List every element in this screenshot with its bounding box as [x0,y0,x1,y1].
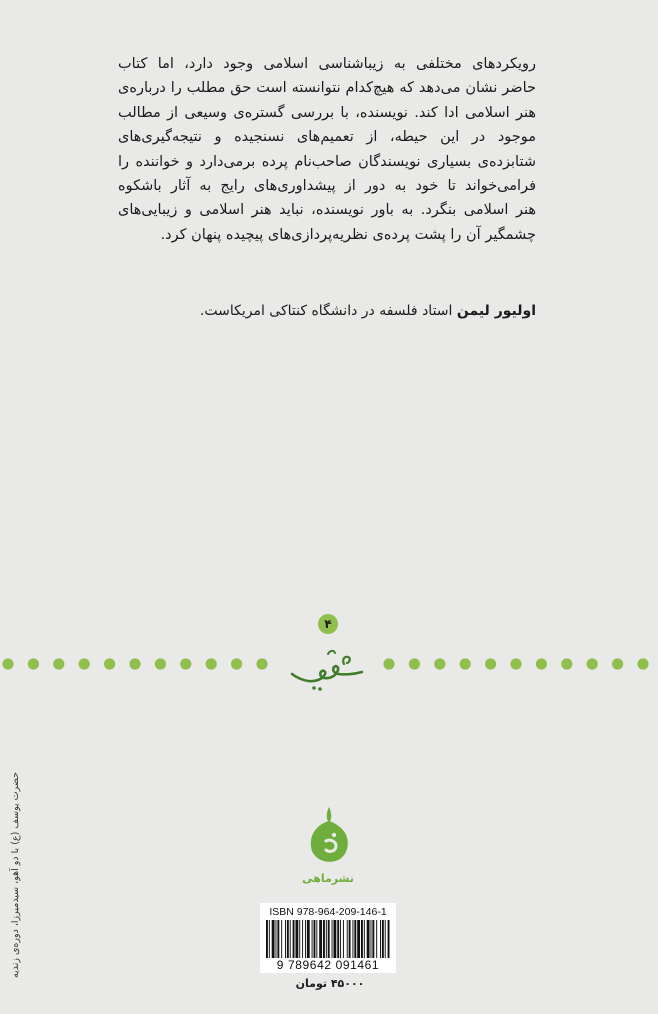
barcode-bar [305,920,306,958]
barcode-bar [372,920,374,958]
barcode-bar [371,920,372,958]
description-line: شتابزده‌ی بسیاری نویسندگان صاحب‌نام پرده برمی‌دارد و خواننده را [118,153,536,170]
divider-dot [53,658,64,669]
divider-dot [460,658,471,669]
divider-dot [2,658,13,669]
barcode-bar [277,920,279,958]
barcode-digits: 9 789642 091461 [276,958,380,972]
isbn-number: ISBN 978-964-209-146-1 [269,906,387,918]
barcode-bar [312,920,313,958]
barcode-bar [287,920,289,958]
barcode-bar [290,920,291,958]
barcode-bar [349,920,351,958]
description-line: رویکردهای مختلفی به زیباشناسی اسلامی وجود دارد، اما کتاب [118,56,536,72]
divider-dot [383,658,394,669]
divider-dot [536,658,547,669]
barcode-bar [281,920,282,958]
barcode-bar [272,920,275,958]
barcode-bar [376,920,377,958]
author-note [140,300,536,322]
barcode-bar [307,920,310,958]
fish-logo-icon [304,805,354,865]
barcode-bar [293,920,295,958]
barcode-bar [364,920,365,958]
barcode-bar [328,920,330,958]
divider-dot [485,658,496,669]
barcode-bar [357,920,360,958]
divider-dot [155,658,166,669]
barcode-bar [314,920,316,958]
series-number-badge: ۴ [318,614,338,634]
divider-dot [104,658,115,669]
price-currency: تومان [295,977,327,990]
series-logo-icon [284,644,374,696]
description-line: فرامی‌خواند تا خود به دور از پیشداوری‌های رایج به آثار باشکوه [118,178,536,195]
barcode-bar [343,920,344,958]
barcode-bar [333,920,336,958]
divider-dot [637,658,648,669]
barcode-bar [388,920,390,958]
divider-dot [79,658,90,669]
barcode-bar [367,920,370,958]
barcode-bar [285,920,286,958]
divider-dot [587,658,598,669]
divider-dot [129,658,140,669]
divider-dot [434,658,445,669]
barcode-bar [323,920,325,958]
description-line: چشمگیر آن را پشت پرده‌ی نظریه‌پردازی‌های پیچیده پنهان کرد. [160,226,536,243]
author-name: اولیور لیمن [456,303,536,319]
barcode-bar [337,920,339,958]
barcode-bar [316,920,317,958]
barcode-bar [340,920,341,958]
barcode-bar [276,920,277,958]
barcode-bar [354,920,356,958]
description-line: هنر اسلامی ادا کند. نویسنده، با بررسی گستره‌ی وسیعی از مطالب [118,104,536,121]
barcode-bar [361,920,363,958]
description-paragraph [118,52,536,247]
divider-dot [256,658,267,669]
cover-image-credit: حضرت یوسف (ع) با دو آهو، سیدمیرزا، دوره‌ی زندیه [10,772,21,978]
description-line: حاضر نشان می‌دهد که هیچ‌کدام نتوانسته است حق مطلب را درباره‌ی [118,80,536,97]
divider-dot [510,658,521,669]
isbn-barcode-block [260,903,396,973]
divider-dot [561,658,572,669]
divider-dot [206,658,217,669]
barcode-bar [382,920,384,958]
barcode-bar [302,920,303,958]
divider-dot [612,658,623,669]
divider-dot [180,658,191,669]
barcode-bar [347,920,348,958]
barcode-bar [380,920,381,958]
barcode-bar [266,920,268,958]
barcode-bar [385,920,386,958]
publisher-name: نشرماهی [302,872,354,885]
barcode-bar [352,920,353,958]
barcode-icon [264,920,392,958]
barcode-bar [332,920,333,958]
price-amount: ۴۵۰۰۰ [330,977,365,990]
author-description: استاد فلسفه در دانشگاه کنتاکی امریکاست. [199,303,457,319]
barcode-bar [299,920,300,958]
divider-dot [28,658,39,669]
description-line: موجود در این حیطه، از تعمیم‌های نسنجیده و نتیجه‌گیری‌های [118,129,536,146]
barcode-bar [319,920,322,958]
price-label [290,977,370,990]
barcode-bar [269,920,270,958]
divider-dot [231,658,242,669]
description-line: هنر اسلامی بنگرد. به باور نویسنده، نباید هنر اسلامی و زیبایی‌های [118,202,536,219]
barcode-bar [295,920,298,958]
divider-dot [409,658,420,669]
barcode-bar [326,920,327,958]
